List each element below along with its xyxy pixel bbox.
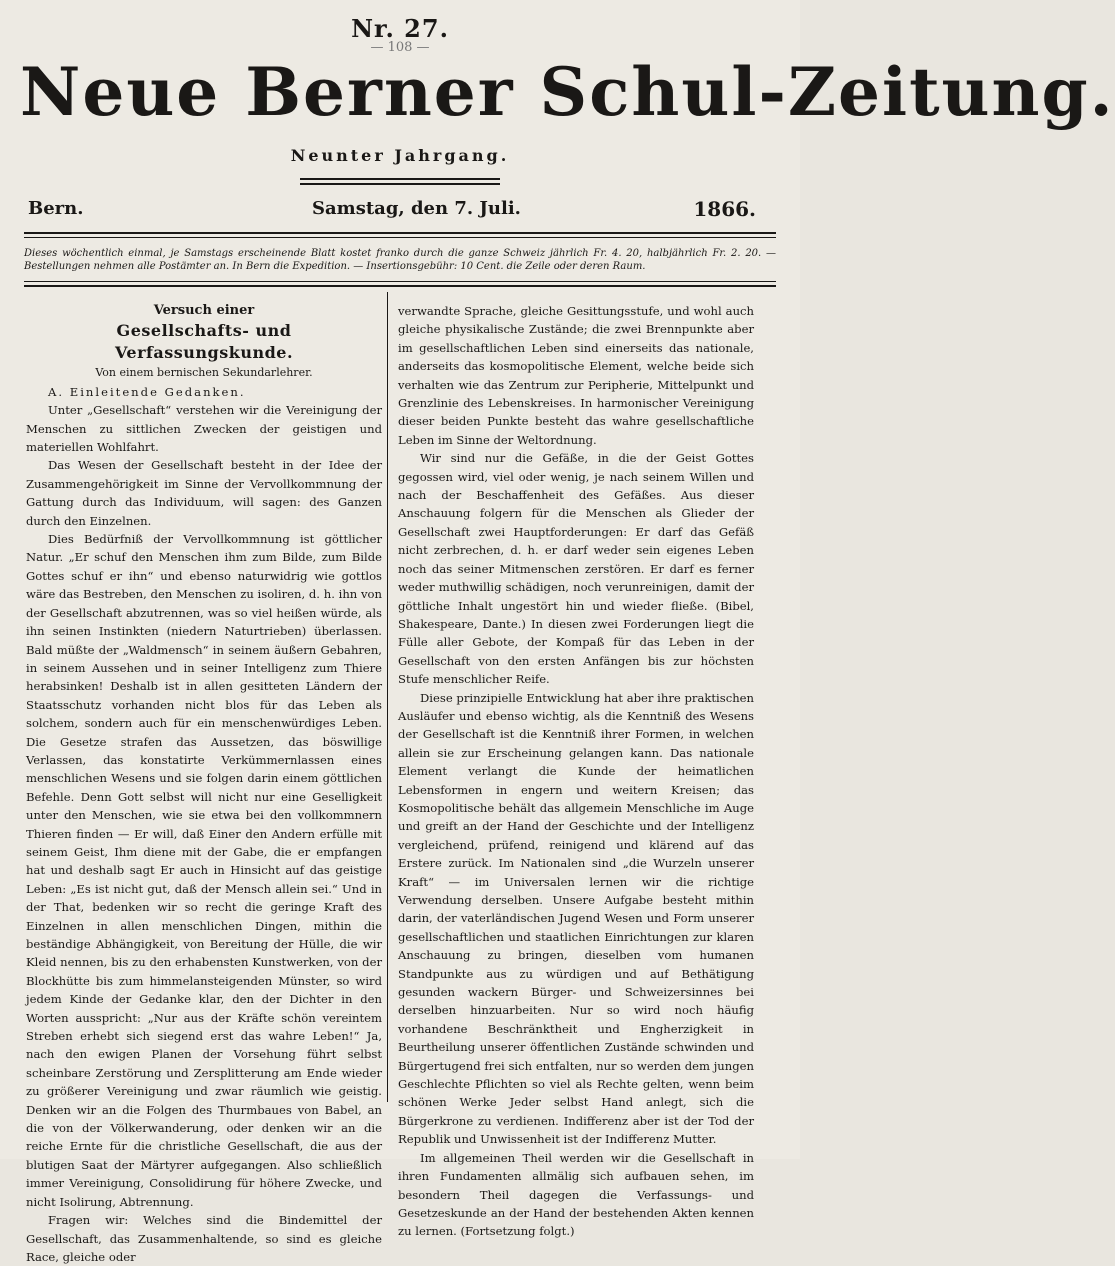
dateline bbox=[28, 196, 756, 222]
volume-label: Neunter Jahrgang. bbox=[290, 146, 510, 165]
dateline-place: Bern. bbox=[28, 198, 84, 219]
article-column-right bbox=[398, 302, 754, 1241]
issue-number: Nr. 27. bbox=[351, 14, 449, 43]
notice-divider bbox=[24, 281, 776, 282]
article-column-left bbox=[26, 302, 382, 1266]
header-divider bbox=[24, 237, 776, 238]
article-title-line1: Versuch einer bbox=[153, 303, 255, 318]
paragraph: Wir sind nur die Gefäße, in die der Geist Gottes gegossen wird, viel oder wenig, je nach seinem Willen und nach der Beschaffenheit des Gefäßes. Aus dieser Anschauung folgern für die Menschen als Glieder der Gesellschaft zwei Hauptforderungen: Er darf das Gefäß nicht zerbrechen, d. h. er darf weder sein eigenes Leben noch das seiner Mitmenschen zerstören. Er darf es ferner weder muthwillig schädigen, noch verunreinigen, damit der göttliche Inhalt ungestört hin und wieder fließe. (Bibel, Shakespeare, Dante.) In diesen zwei Forderungen liegt die Fülle aller Gebote, der Kompaß für das Leben in der Gesellschaft von den ersten Anfängen bis zur höchsten Stufe menschlicher Reife. bbox=[398, 451, 754, 687]
masthead-rule bbox=[300, 183, 500, 185]
subscription-notice: Dieses wöchentlich einmal, je Samstags erscheinende Blatt kostet franko durch die ganze Schweiz jährlich Fr. 4. 20, halbjährlich Fr. 2. 20. — Bestellungen nehmen alle Postämter an. In Bern die Expedition. — Insertionsgebühr: 10 Cent. die Zeile oder deren Raum. bbox=[24, 248, 776, 272]
section-heading: A. Einleitende Gedanken. bbox=[48, 384, 246, 399]
header-divider bbox=[24, 232, 776, 234]
masthead-rule bbox=[300, 178, 500, 180]
column-divider bbox=[387, 292, 388, 1102]
article-title: Gesellschafts- und Verfassungskunde. bbox=[114, 321, 294, 363]
paragraph: verwandte Sprache, gleiche Gesittungsstufe, und wohl auch gleiche physikalische Zustände; die zwei Brennpunkte aber im gesellschaftlichen Leben sind einerseits das nationale, anderseits das kosmopolitische Element, welche beide sich verhalten wie das Zentrum zur Peripherie, Mittelpunkt und Grenzlinie des Lebenskreises. In harmonischer Vereinigung dieser beiden Punkte besteht das wahre gesellschaftliche Leben im Sinne der Weltordnung. bbox=[398, 304, 754, 447]
paragraph: Diese prinzipielle Entwicklung hat aber ihre praktischen Ausläufer und ebenso wichtig, als die Kenntniß des Wesens der Gesellschaft ist die Kenntniß ihrer Formen, in welchen allein sie zur Erscheinung gelangen kann. Das nationale Element verlangt die Kunde der heimatlichen Lebensformen in engern und weitern Kreisen; das Kosmopolitische behält das allgemein Menschliche im Auge und greift an der Hand der Geschichte und der Intelligenz vergleichend, prüfend, reinigend und klärend auf das Erstere zurück. Im Nationalen sind „die Wurzeln unserer Kraft“ — im Universalen lernen wir die richtige Verwendung derselben. Unsere Aufgabe besteht mithin darin, der vaterländischen Jugend Wesen und Form unserer gesellschaftlichen und staatlichen Einrichtungen zur klaren Anschauung zu bringen, dieselben vom humanen Standpunkte aus zu würdigen und auf Bethätigung gesunden wackern Bürger- und Schweizersinnes bei derselben hinzuarbeiten. Nur so wird noch häufig vorhandene Beschränktheit und Engherzigkeit in Beurtheilung unserer öffentlichen Zustände schwinden und Bürgertugend frei sich entfalten, nur so werden dem jungen Geschlechte Pflichten so viel als Rechte gelten, wenn beim schönen Werke Jeder selbst Hand anlegt, sich die Bürgerkrone zu verdienen. Indifferenz aber ist der Tod der Republik und Unwissenheit ist der Indifferenz Mutter. bbox=[398, 690, 754, 1147]
notice-divider bbox=[24, 285, 776, 287]
page-number: — 108 — bbox=[370, 40, 430, 55]
paragraph: Das Wesen der Gesellschaft besteht in der Idee der Zusammengehörigkeit im Sinne der Vervollkommnung der Gattung durch das Individuum, will sagen: des Ganzen durch den Einzelnen. bbox=[26, 458, 382, 528]
dateline-year: 1866. bbox=[693, 197, 756, 221]
masthead-title: Neue Berner Schul-Zeitung. bbox=[20, 53, 1115, 131]
article-byline: Von einem bernischen Sekundarlehrer. bbox=[95, 366, 313, 380]
paragraph: Dies Bedürfniß der Vervollkommnung ist göttlicher Natur. „Er schuf den Menschen ihm zum Bilde, zum Bilde Gottes schuf er ihn“ und ebenso naturwidrig wie gottlos wäre das Bestreben, den Menschen zu isoliren, d. h. ihn von der Gesellschaft abzutrennen, was so viel heißen würde, als ihn seinen Instinkten (niedern Naturtrieben) überlassen. Bald müßte der „Waldmensch“ in seinem äußern Gebahren, in seinem Aussehen und in seiner Intelligenz zum Thiere herabsinken! Deshalb ist in allen gesitteten Ländern der Staatsschutz vorhanden nicht blos für das Leben als solchem, sondern auch für ein menschenwürdiges Leben. Die Gesetze strafen das Aussetzen, das böswillige Verlassen, das konstatirte Verkümmernlassen eines menschlichen Wesens und sie folgen darin einem göttlichen Befehle. Denn Gott selbst will nicht nur eine Geselligkeit unter den Menschen, wie sie etwa bei den vollkommnern Thieren finden — Er will, daß Einer den Andern erfülle mit seinem Geist, Ihm diene mit der Gabe, die er empfangen hat und deshalb sagt Er auch in Hinsicht auf das geistige Leben: „Es ist nicht gut, daß der Mensch allein sei.“ Und in der That, bedenken wir so recht die geringe Kraft des Einzelnen in allen menschlichen Dingen, mithin die beständige Abhängigkeit, von Bereitung der Hülle, die wir Kleid nennen, bis zu den erhabensten Kunstwerken, von der Blockhütte bis zum himmelansteigenden Münster, so wird jedem Kinde der Gedanke klar, den der Dichter in den Worten ausspricht: „Nur aus der Kräfte schön vereintem Streben erhebt sich siegend erst das wahre Leben!“ Ja, nach den ewigen Planen der Vorsehung führt selbst scheinbare Zerstörung und Zersplitterung am Ende wieder zu größerer Vereinigung und zwar räumlich wie geistig. Denken wir an die Folgen des Thurmbaues von Babel, an die von der Völkerwanderung, oder denken wir an die reiche Ernte für die christliche Gesellschaft, die aus der blutigen Saat der Märtyrer aufgegangen. Also schließlich immer Vereinigung, Consolidirung für höhere Zwecke, und nicht Isolirung, Abtrennung. bbox=[26, 532, 382, 1209]
paragraph: Im allgemeinen Theil werden wir die Gesellschaft in ihren Fundamenten allmälig sich aufbauen sehen, im besondern Theil dagegen die Verfassungs- und Gesetzeskunde an der Hand der bestehenden Akten kennen zu lernen. (Fortsetzung folgt.) bbox=[398, 1150, 754, 1239]
paragraph: Fragen wir: Welches sind die Bindemittel der Gesellschaft, das Zusammenhaltende, so sind es gleiche Race, gleiche oder bbox=[26, 1213, 382, 1264]
paragraph: Unter „Gesellschaft“ verstehen wir die Vereinigung der Menschen zu sittlichen Zwecken der geistigen und materiellen Wohlfahrt. bbox=[26, 403, 382, 455]
dateline-date: Samstag, den 7. Juli. bbox=[312, 198, 521, 219]
